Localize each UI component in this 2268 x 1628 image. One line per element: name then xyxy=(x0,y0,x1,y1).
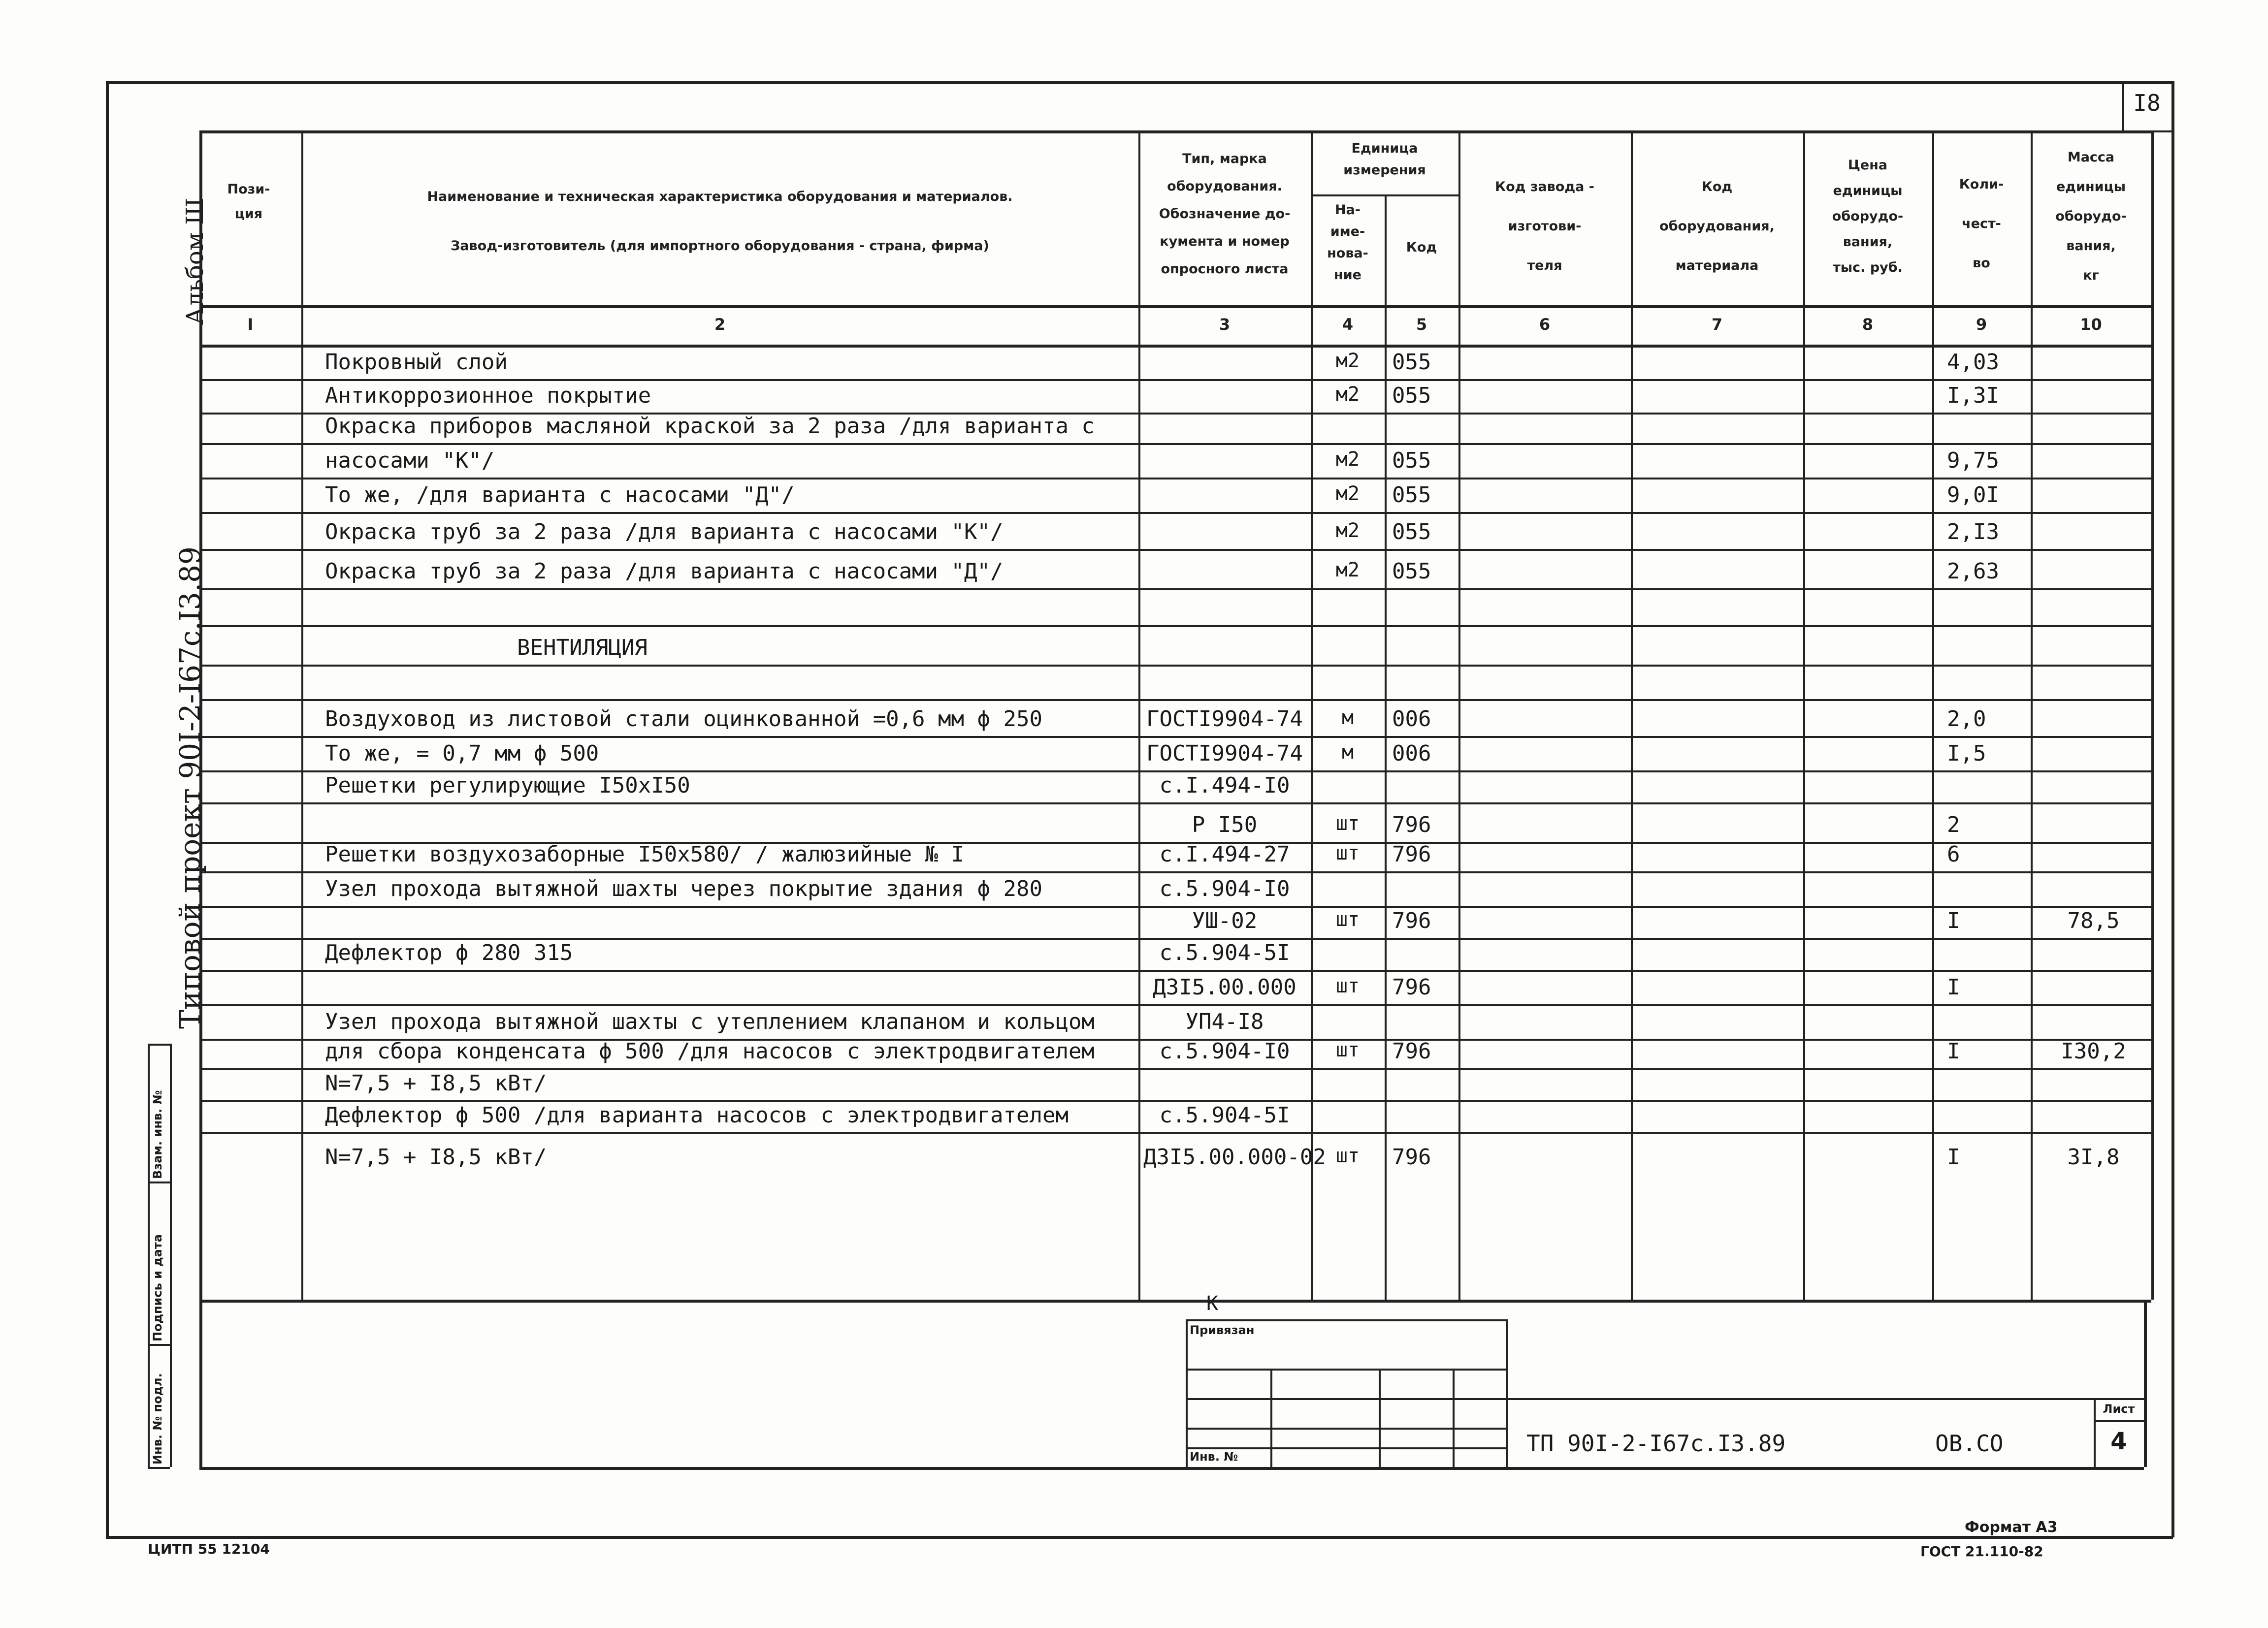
row-code: 796 xyxy=(1392,1145,1431,1170)
row-code: 055 xyxy=(1392,559,1431,584)
row-qty: 2 xyxy=(1947,812,1960,837)
column-number: 7 xyxy=(1711,315,1723,334)
header-col10: Масса единицы оборудо- вания, кг xyxy=(2055,150,2127,283)
row-unit: шт xyxy=(1335,908,1360,931)
row-name: Решетки регулирующие I50хI50 xyxy=(325,773,690,798)
row-qty: I xyxy=(1947,908,1960,933)
row-unit: м xyxy=(1341,706,1354,729)
row-unit: м2 xyxy=(1335,482,1360,505)
row-name: То же, /для варианта с насосами "Д"/ xyxy=(325,482,795,508)
side-label-replace: Взам. инв. № xyxy=(151,1090,164,1179)
table-rule xyxy=(199,305,2151,308)
row-unit: шт xyxy=(1335,975,1360,997)
row-qty: I xyxy=(1947,1145,1960,1170)
table-rule xyxy=(199,1300,202,1467)
row-unit: м2 xyxy=(1335,350,1360,372)
table-rule xyxy=(1932,130,1934,1300)
row-type: УШ-02 xyxy=(1192,908,1258,933)
table-rule xyxy=(2151,130,2154,1300)
table-rule xyxy=(199,938,2151,940)
table-rule xyxy=(301,130,303,1300)
header-col3: Тип, марка оборудования. Обозначение до- кумента и номер опросного листа xyxy=(1159,151,1291,277)
row-mass: I30,2 xyxy=(2061,1039,2126,1064)
row-name: Окраска приборов масляной краской за 2 раза /для варианта с xyxy=(325,414,1095,439)
row-unit: шт xyxy=(1335,1145,1360,1167)
row-name: Дефлектор ϕ 500 /для варианта насосов с электродвигателем xyxy=(325,1103,1069,1128)
column-number: 3 xyxy=(1219,315,1231,334)
row-name: Антикоррозионное покрытие xyxy=(325,383,651,408)
row-code: 055 xyxy=(1392,448,1431,473)
header-col7: Код оборудования, материала xyxy=(1659,179,1775,273)
stamp-section: ОВ.СО xyxy=(1935,1430,2004,1457)
row-type: ДЗI5.00.000 xyxy=(1153,975,1296,1000)
row-name: N=7,5 + I8,5 кВт/ xyxy=(325,1145,547,1170)
row-type: УП4-I8 xyxy=(1185,1009,1264,1034)
table-rule xyxy=(199,130,2151,133)
row-type: с.5.904-I0 xyxy=(1159,1039,1290,1064)
row-type: с.5.904-5I xyxy=(1159,1103,1290,1128)
stamp-designation: ТП 90I-2-I67с.I3.89 xyxy=(1526,1430,1786,1457)
row-qty: 4,03 xyxy=(1947,350,1999,375)
row-unit: шт xyxy=(1335,812,1360,835)
row-name: То же, = 0,7 мм ϕ 500 xyxy=(325,741,599,766)
row-name: Узел прохода вытяжной шахты через покрытие здания ϕ 280 xyxy=(325,876,1042,901)
row-name: ВЕНТИЛЯЦИЯ xyxy=(517,635,648,660)
row-name: Покровный слой xyxy=(325,350,508,375)
row-type: ГОСТI9904-74 xyxy=(1146,706,1303,732)
table-rule xyxy=(1631,130,1633,1300)
table-rule xyxy=(199,588,2151,590)
header-col6: Код завода - изготови- теля xyxy=(1495,179,1594,273)
row-type: ГОСТI9904-74 xyxy=(1146,741,1303,766)
table-rule xyxy=(199,1132,2151,1134)
row-name: Узел прохода вытяжной шахты с утеплением клапаном и кольцом xyxy=(325,1009,1095,1034)
row-code: 006 xyxy=(1392,741,1431,766)
row-code: 796 xyxy=(1392,1039,1431,1064)
stamp-extra-k: К xyxy=(1206,1292,1219,1315)
row-qty: I xyxy=(1947,1039,1960,1064)
row-mass: 78,5 xyxy=(2067,908,2120,933)
row-unit: м xyxy=(1341,741,1354,764)
column-number: 5 xyxy=(1416,315,1427,334)
row-unit: м2 xyxy=(1335,519,1360,542)
column-number: 9 xyxy=(1976,315,1987,334)
header-col4: На- име- нова- ние xyxy=(1327,202,1368,283)
row-code: 796 xyxy=(1392,908,1431,933)
row-unit: шт xyxy=(1335,842,1360,864)
stamp-privyazan: Привязан xyxy=(1190,1323,1255,1337)
stamp-inv-no: Инв. № xyxy=(1190,1450,1238,1464)
column-number: 6 xyxy=(1539,315,1551,334)
corner-sheet-number: I8 xyxy=(2133,90,2161,116)
table-rule xyxy=(199,906,2151,908)
row-name: для сбора конденсата ϕ 500 /для насосов с электродвигателем xyxy=(325,1039,1095,1064)
row-qty: I,3I xyxy=(1947,383,1999,408)
row-code: 796 xyxy=(1392,975,1431,1000)
row-qty: 9,75 xyxy=(1947,448,1999,473)
table-rule xyxy=(199,549,2151,551)
stamp-sheet-label: Лист xyxy=(2103,1402,2135,1416)
row-qty: I,5 xyxy=(1947,741,1986,766)
side-label-inventory: Инв. № подл. xyxy=(151,1373,164,1465)
row-code: 055 xyxy=(1392,383,1431,408)
row-code: 055 xyxy=(1392,519,1431,544)
row-unit: м2 xyxy=(1335,383,1360,406)
row-qty: 2,I3 xyxy=(1947,519,1999,544)
table-rule xyxy=(199,699,2151,701)
table-rule xyxy=(199,1300,2151,1303)
row-qty: 2,63 xyxy=(1947,559,1999,584)
header-col2: Наименование и техническая характеристика оборудования и материалов. Завод-изготовитель (для импортного оборудования - страна, фирма) xyxy=(427,189,1013,254)
table-rule xyxy=(1458,130,1460,1300)
row-unit: м2 xyxy=(1335,448,1360,471)
table-rule xyxy=(199,736,2151,738)
row-name: Воздуховод из листовой стали оцинкованной =0,6 мм ϕ 250 xyxy=(325,706,1042,732)
table-rule xyxy=(199,1467,2144,1470)
row-code: 055 xyxy=(1392,350,1431,375)
row-code: 055 xyxy=(1392,482,1431,508)
row-qty: 6 xyxy=(1947,842,1960,867)
standard-label: ГОСТ 21.110-82 xyxy=(1920,1543,2043,1560)
row-unit: шт xyxy=(1335,1039,1360,1061)
row-code: 796 xyxy=(1392,842,1431,867)
header-col9: Коли- чест- во xyxy=(1959,177,2004,271)
album-label: Альбом Ш xyxy=(181,197,209,325)
row-type: с.5.904-I0 xyxy=(1159,876,1290,901)
printer-label: ЦИТП 55 12104 xyxy=(148,1541,270,1557)
header-unit-group: Единица измерения xyxy=(1343,141,1426,178)
stamp-sheet-number: 4 xyxy=(2110,1428,2127,1455)
header-col5: Код xyxy=(1406,240,1437,255)
table-rule xyxy=(1138,130,1140,1300)
table-rule xyxy=(1803,130,1805,1300)
column-number: 2 xyxy=(714,315,726,334)
table-rule xyxy=(199,1068,2151,1070)
row-mass: 3I,8 xyxy=(2067,1145,2120,1170)
row-type: ДЗI5.00.000-02 xyxy=(1143,1145,1326,1170)
row-code: 796 xyxy=(1392,812,1431,837)
table-rule xyxy=(199,970,2151,972)
table-rule xyxy=(2144,1300,2147,1467)
table-rule xyxy=(199,443,2151,445)
table-rule xyxy=(199,478,2151,479)
table-rule xyxy=(199,770,2151,772)
row-name: N=7,5 + I8,5 кВт/ xyxy=(325,1071,547,1096)
table-rule xyxy=(199,345,2151,348)
row-qty: I xyxy=(1947,975,1960,1000)
table-rule xyxy=(2031,130,2033,1300)
table-rule xyxy=(199,802,2151,804)
row-qty: 9,0I xyxy=(1947,482,1999,508)
table-rule xyxy=(199,1004,2151,1006)
row-type: с.5.904-5I xyxy=(1159,940,1290,965)
row-code: 006 xyxy=(1392,706,1431,732)
table-rule xyxy=(199,130,202,1300)
column-number: 4 xyxy=(1342,315,1354,334)
row-name: насосами "К"/ xyxy=(325,448,495,473)
table-rule xyxy=(199,379,2151,381)
header-col1: Пози- ция xyxy=(227,182,270,222)
row-type: с.I.494-I0 xyxy=(1159,773,1290,798)
table-rule xyxy=(199,625,2151,627)
table-rule xyxy=(199,1100,2151,1102)
column-number: 10 xyxy=(2080,315,2102,334)
row-name: Дефлектор ϕ 280 315 xyxy=(325,940,573,965)
row-name: Окраска труб за 2 раза /для варианта с насосами "К"/ xyxy=(325,519,1004,544)
column-number: I xyxy=(247,315,254,334)
table-rule xyxy=(199,665,2151,667)
column-number: 8 xyxy=(1862,315,1874,334)
project-label: Типовой проект 90I-2-I67с.I3.89 xyxy=(173,546,207,1029)
table-rule xyxy=(199,512,2151,514)
format-label: Формат А3 xyxy=(1965,1519,2058,1536)
row-type: Р I50 xyxy=(1192,812,1258,837)
table-rule xyxy=(1385,194,1387,1300)
header-col8: Цена единицы оборудо- вания, тыс. руб. xyxy=(1832,158,1904,275)
row-type: с.I.494-27 xyxy=(1159,842,1290,867)
row-qty: 2,0 xyxy=(1947,706,1986,732)
row-unit: м2 xyxy=(1335,559,1360,581)
row-name: Окраска труб за 2 раза /для варианта с насосами "Д"/ xyxy=(325,559,1004,584)
row-name: Решетки воздухозаборные I50х580/ / жалюзийные № I xyxy=(325,842,965,867)
side-label-signature: Подпись и дата xyxy=(151,1234,164,1341)
table-rule xyxy=(199,871,2151,873)
